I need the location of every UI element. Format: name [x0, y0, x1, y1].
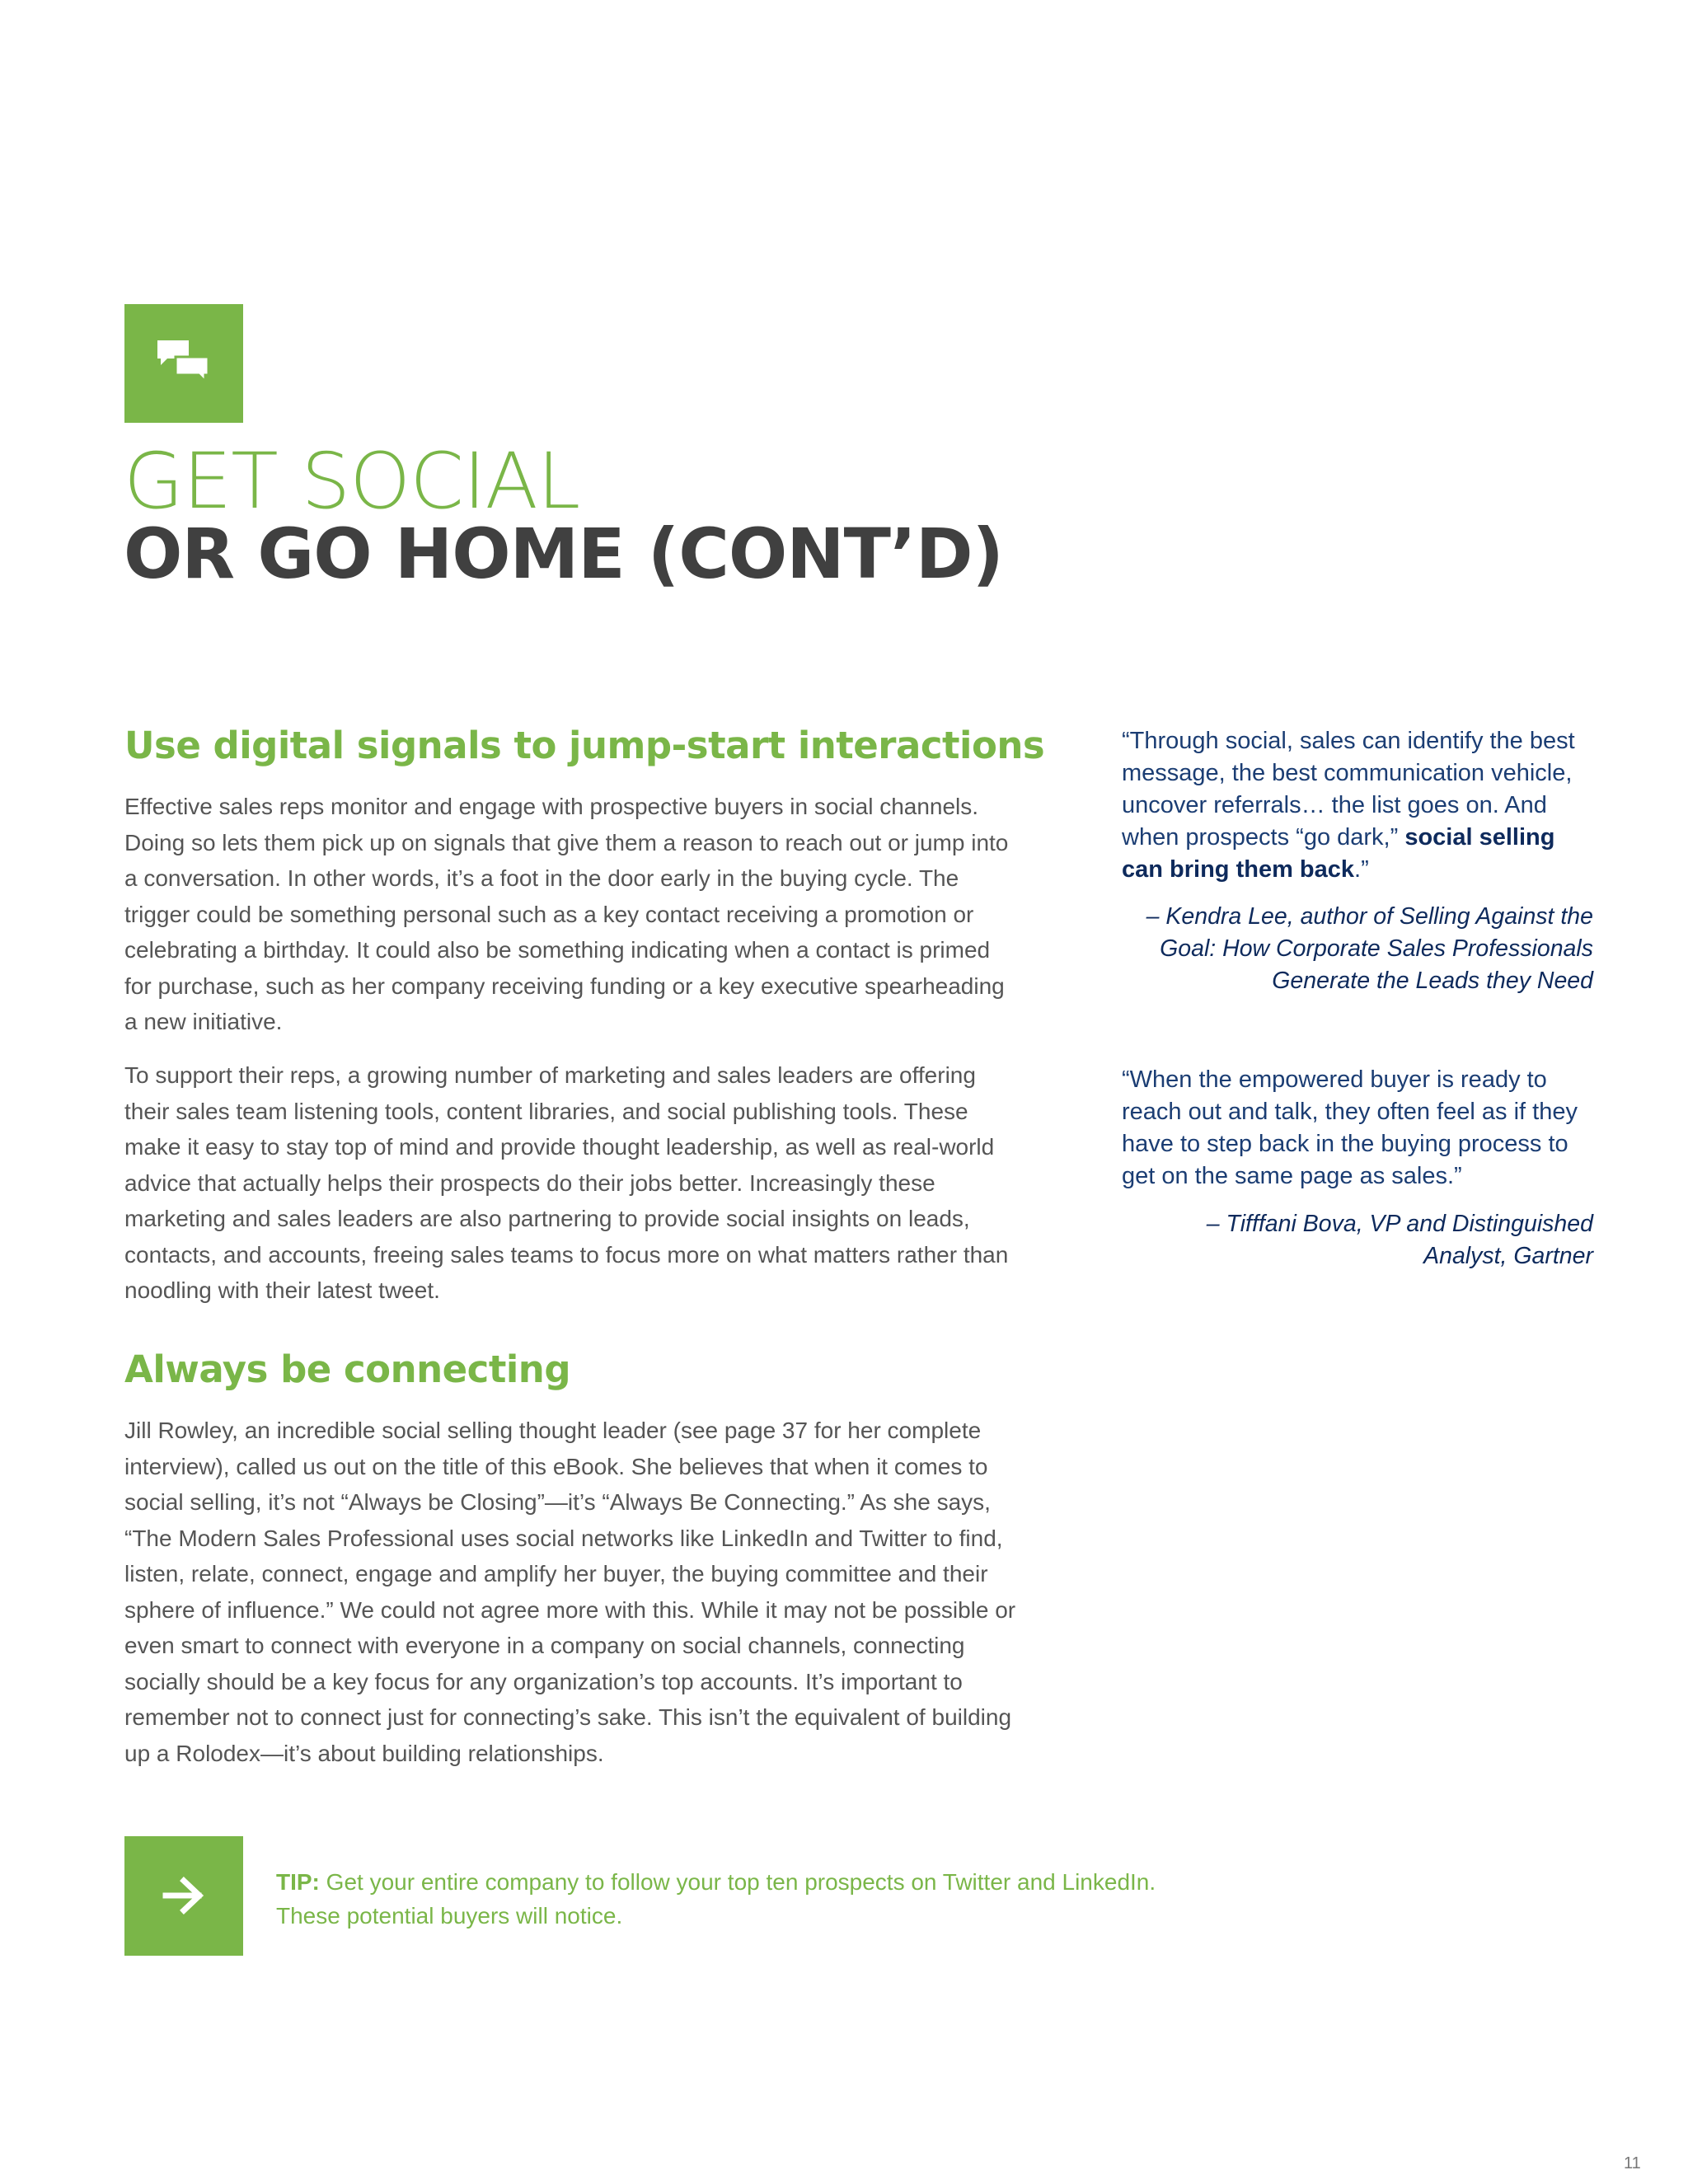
arrow-right-icon [162, 1876, 205, 1915]
page-title-line-1: GET SOCIAL [124, 437, 580, 527]
section-heading-digital-signals: Use digital signals to jump-start interactions [124, 724, 1045, 767]
chat-icon-box [124, 304, 243, 423]
attribution-line: – Kendra Lee, author of Selling Against the [1146, 903, 1593, 930]
body-paragraph: Effective sales reps monitor and engage with prospective buyers in social channels. Doing so lets them pick up on signals that give them a reason to reach out or jump into a conversation. In other words, it’s a foot in the door early in the buying cycle. The trigger could be something personal such as a key contact receiving a promotion or celebrating a birthday. It could also be something indicating when a contact is primed for purchase, such as her company receiving funding or a key executive spearheading a new initiative. [124, 794, 1009, 1034]
section-heading-always-be-connecting: Always be connecting [124, 1347, 571, 1391]
page-number: 11 [1624, 2154, 1641, 2172]
quote-attribution [1122, 901, 1593, 997]
body-paragraph: Jill Rowley, an incredible social selling thought leader (see page 37 for her complete interview), called us out on the title of this eBook. She believes that when it comes to social selling, it’s not “Always be Closing”—it’s “Always Be Connecting.” As she says, “The Modern Sales Professional uses social networks like LinkedIn and Twitter to find, listen, relate, connect, engage and amplify her buyer, the buying committee and their sphere of influence.” We could not agree more with this. While it may not be possible or even smart to connect with everyone in a company on social channels, connecting socially should be a key focus for any organization’s top accounts. It’s important to remember not to connect just for connecting’s sake. This isn’t the equivalent of building up a Rolodex—it’s about building relationships. [124, 1418, 1016, 1766]
tip-label: TIP: [276, 1869, 320, 1895]
page-title-line-2: OR GO HOME (CONT’D) [124, 513, 1003, 594]
quote-text-end: .” [1354, 856, 1369, 883]
pull-quote-kendra-lee [1122, 725, 1600, 886]
tip-callout [276, 1865, 1224, 1933]
pull-quote-tiffani-bova [1122, 1064, 1600, 1193]
attribution-line: – Tifffani Bova, VP and Distinguished [1206, 1211, 1593, 1237]
quote-attribution [1122, 1208, 1593, 1272]
quote-emphasis: social selling can bring them back [1122, 824, 1555, 883]
attribution-line: Goal: How Corporate Sales Professionals [1160, 935, 1593, 962]
quote-text: “When the empowered buyer is ready to reach out and talk, they often feel as if they have to step back in the buying process to get on the same page as sales.” [1122, 1066, 1578, 1189]
tip-icon-box [124, 1836, 243, 1956]
quote-text: “Through social, sales can identify the best message, the best communication vehicle, uncover referrals… the list goes on. And when prospects “go dark,” [1122, 728, 1575, 851]
chat-bubbles-icon [156, 339, 212, 388]
attribution-line: Generate the Leads they Need [1272, 968, 1593, 994]
body-paragraph: To support their reps, a growing number of marketing and sales leaders are offering their sales team listening tools, content libraries, and social publishing tools. These make it easy to stay top of mind and provide thought leadership, as well as real-world advice that actually helps their prospects do their jobs better. Increasingly these marketing and sales leaders are also partnering to provide social insights on leads, contacts, and accounts, freeing sales teams to focus more on what matters rather than noodling with their latest tweet. [124, 1062, 1009, 1303]
attribution-line: Analyst, Gartner [1423, 1243, 1593, 1269]
tip-text: Get your entire company to follow your top ten prospects on Twitter and LinkedIn. These potential buyers will notice. [276, 1869, 1156, 1929]
